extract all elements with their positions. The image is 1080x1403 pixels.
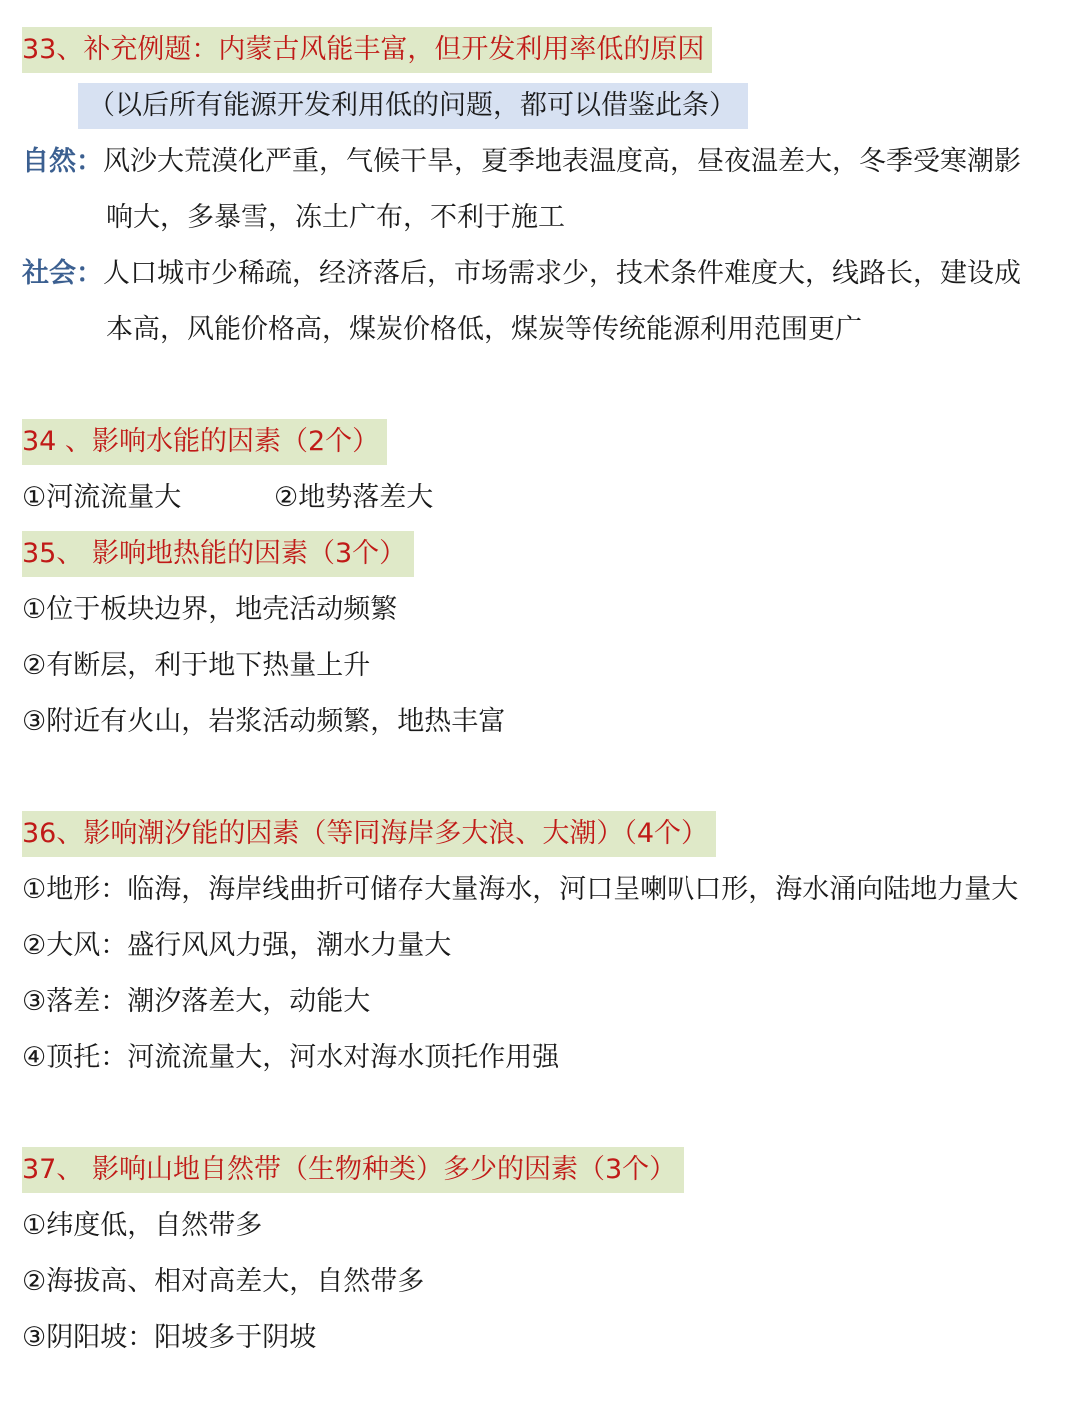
section-36-item-3 — [22, 974, 370, 1030]
list-item: ③附近有火山，岩浆活动频繁，地热丰富 — [22, 706, 506, 737]
section-34-item-1 — [22, 470, 181, 526]
section-35-heading — [22, 526, 414, 582]
section-33-note: （以后所有能源开发利用低的问题，都可以借鉴此条） — [78, 83, 748, 129]
society-row-1 — [22, 246, 1021, 302]
list-item: ①河流流量大 — [22, 482, 182, 513]
list-item: ②地势落差大 — [274, 482, 434, 513]
section-35-item-3 — [22, 694, 505, 750]
section-35-item-2 — [22, 638, 370, 694]
nature-text-1: 风沙大荒漠化严重，气候干旱，夏季地表温度高，昼夜温差大，冬季受寒潮影 — [103, 146, 1021, 177]
list-item: ②有断层，利于地下热量上升 — [22, 650, 371, 681]
section-36-item-1 — [22, 862, 1018, 918]
section-37-item-1 — [22, 1198, 262, 1254]
section-33-note-row — [78, 78, 748, 134]
section-36-title: 36、影响潮汐能的因素（等同海岸多大浪、大潮）（4个） — [22, 811, 716, 857]
list-item: ③落差：潮汐落差大，动能大 — [22, 986, 371, 1017]
section-35-item-1 — [22, 582, 397, 638]
section-36-heading — [22, 806, 716, 862]
society-label: 社会： — [22, 258, 103, 289]
list-item: ②海拔高、相对高差大，自然带多 — [22, 1266, 425, 1297]
section-37-heading — [22, 1142, 684, 1198]
section-37-title: 37、 影响山地自然带（生物种类）多少的因素（3个） — [22, 1147, 684, 1193]
society-row-2 — [106, 302, 862, 358]
section-36-item-4 — [22, 1030, 559, 1086]
list-item: ①地形：临海，海岸线曲折可储存大量海水，河口呈喇叭口形，海水涌向陆地力量大 — [22, 874, 1019, 905]
nature-row-2 — [106, 190, 565, 246]
section-37-item-2 — [22, 1254, 424, 1310]
list-item: ③阴阳坡：阳坡多于阴坡 — [22, 1322, 317, 1353]
section-33-title: 33、补充例题：内蒙古风能丰富，但开发利用率低的原因 — [22, 27, 712, 73]
nature-text-2: 响大，多暴雪，冻土广布，不利于施工 — [106, 202, 565, 233]
nature-label: 自然： — [22, 146, 103, 177]
list-item: ④顶托：河流流量大，河水对海水顶托作用强 — [22, 1042, 560, 1073]
list-item: ②大风：盛行风风力强，潮水力量大 — [22, 930, 452, 961]
society-text-2: 本高，风能价格高，煤炭价格低，煤炭等传统能源利用范围更广 — [106, 314, 862, 345]
society-text-1: 人口城市少稀疏，经济落后，市场需求少，技术条件难度大，线路长，建设成 — [103, 258, 1021, 289]
section-35-title: 35、 影响地热能的因素（3个） — [22, 531, 414, 577]
nature-row-1 — [22, 134, 1021, 190]
section-37-item-3 — [22, 1310, 316, 1366]
section-33-heading — [22, 22, 712, 78]
section-36-item-2 — [22, 918, 451, 974]
list-item: ①位于板块边界，地壳活动频繁 — [22, 594, 398, 625]
section-34-item-2 — [274, 470, 433, 526]
section-34-title: 34 、影响水能的因素（2个） — [22, 419, 387, 465]
list-item: ①纬度低，自然带多 — [22, 1210, 263, 1241]
section-34-heading — [22, 414, 387, 470]
